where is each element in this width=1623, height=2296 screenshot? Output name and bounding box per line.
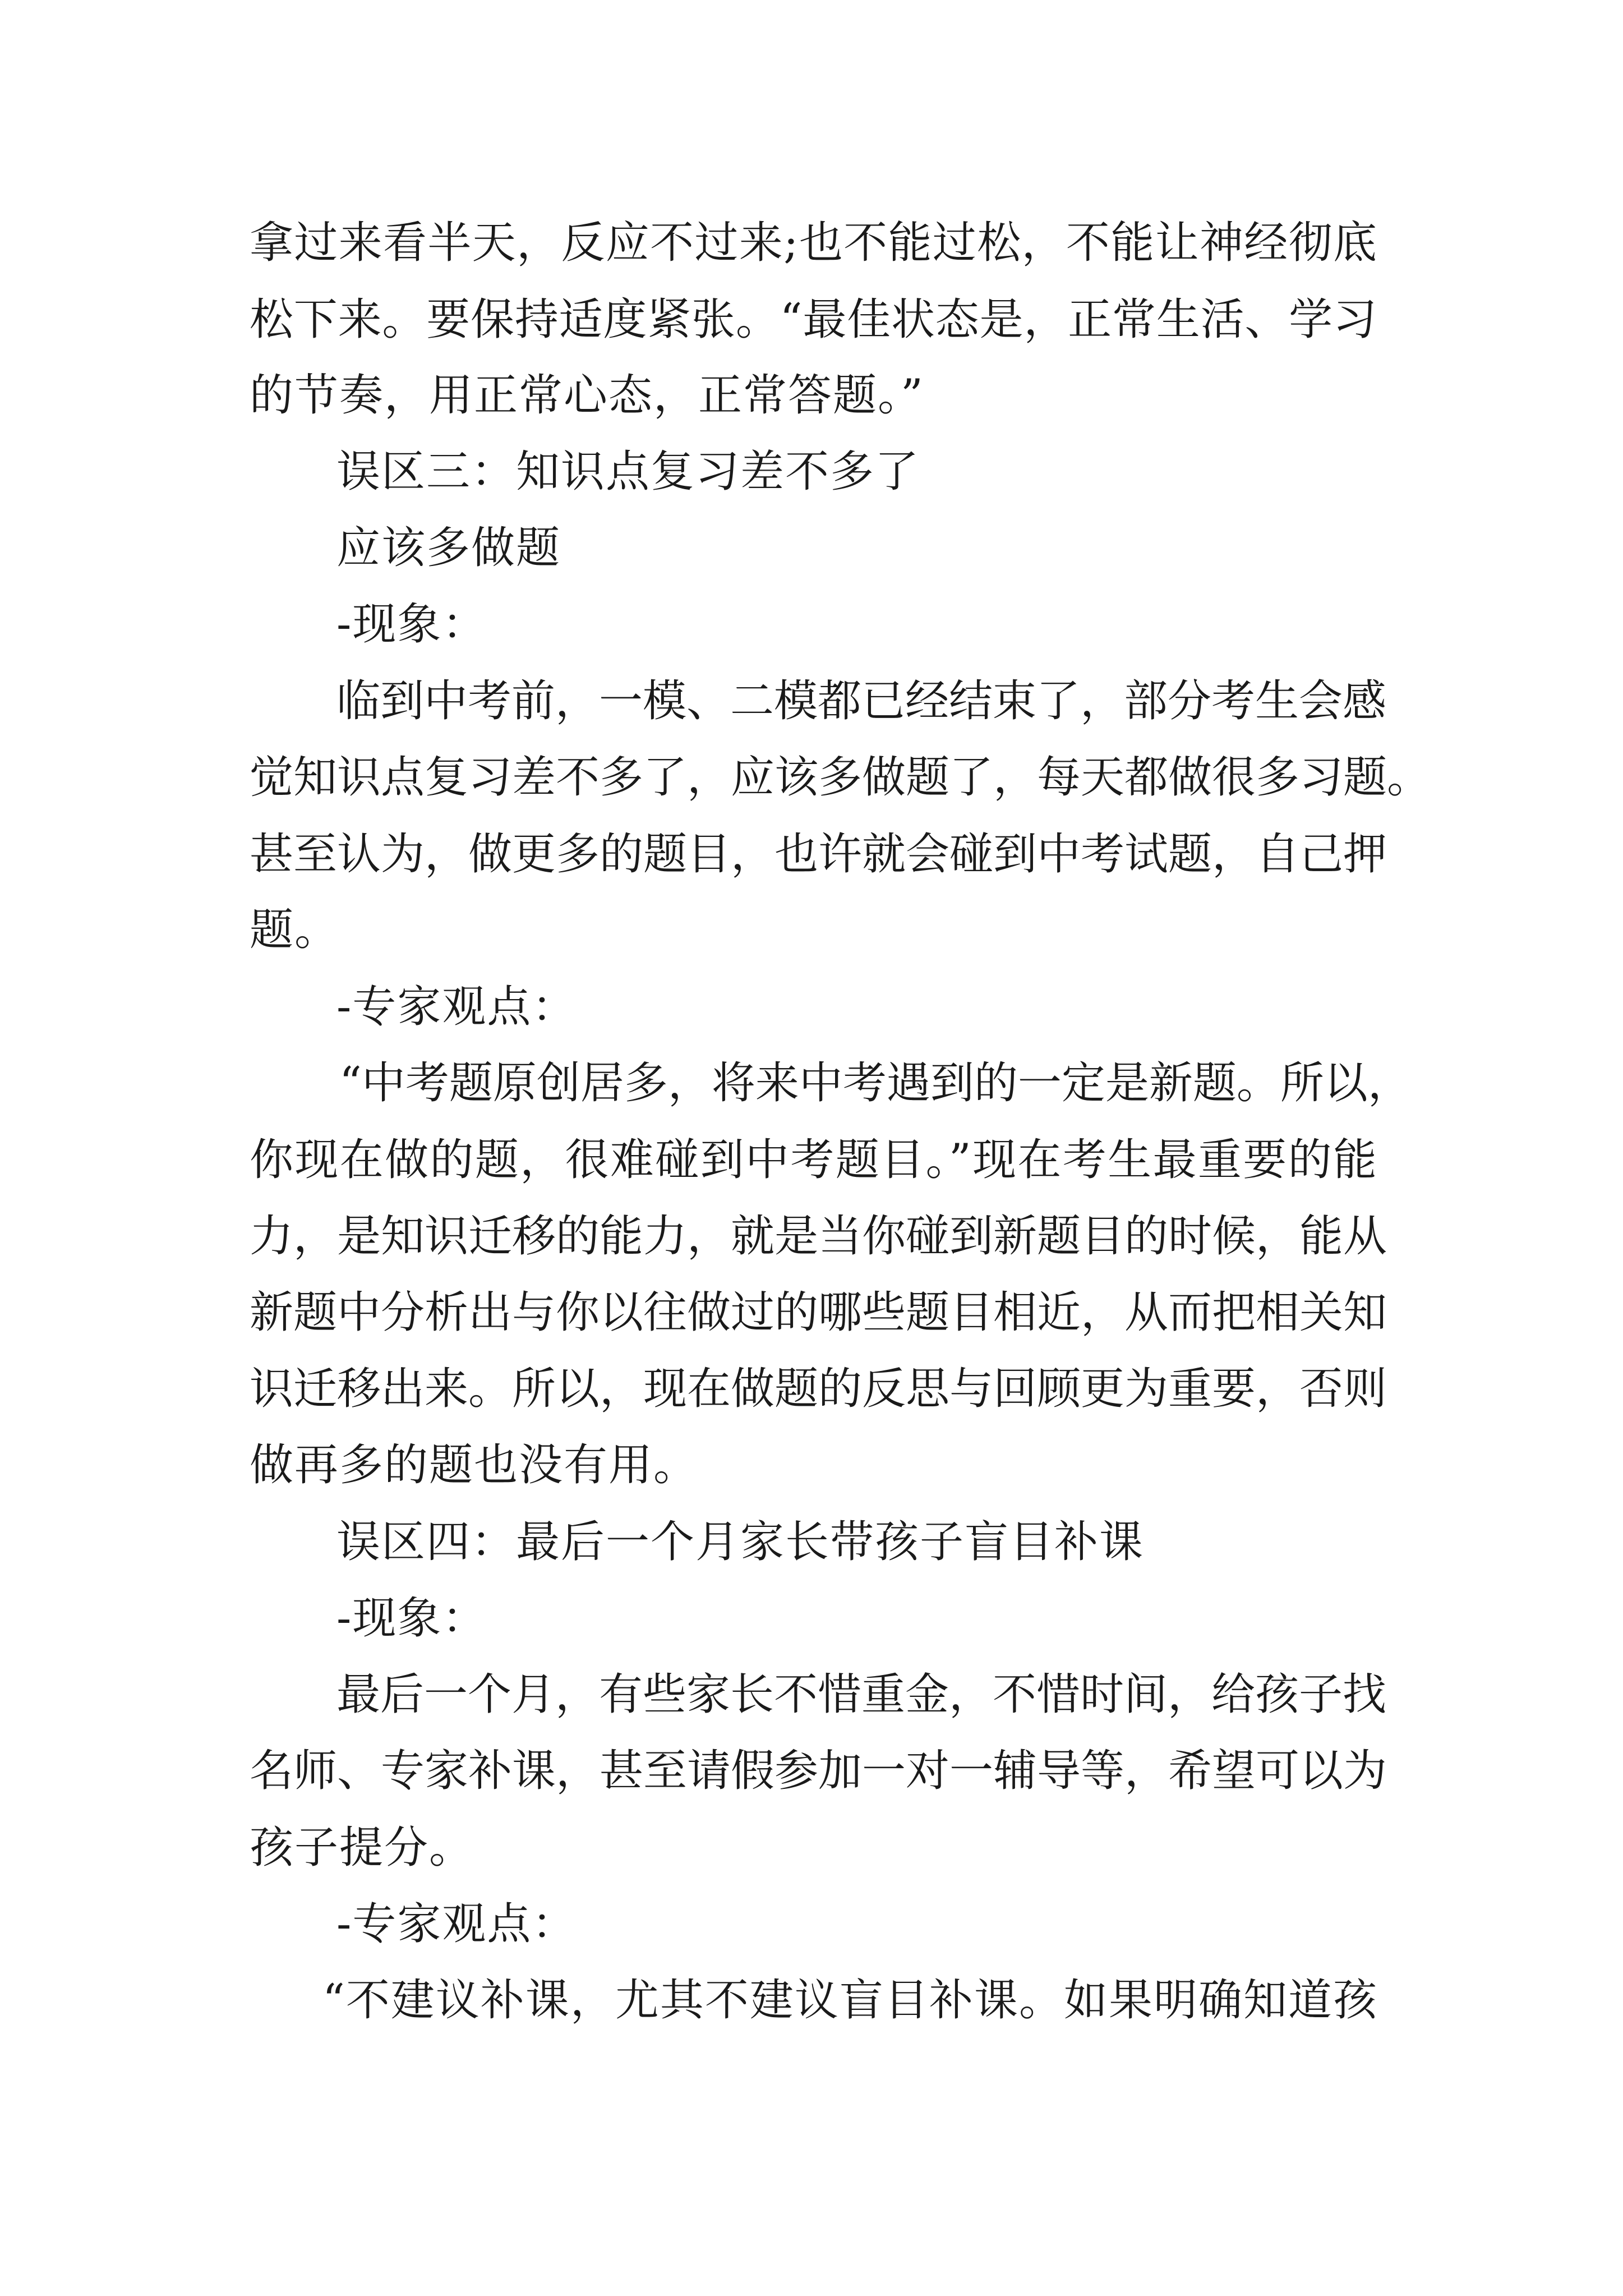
- subsection-label: -专家观点：: [336, 1899, 577, 1949]
- paragraph-line: 力，是知识迁移的能力，就是当你碰到新题目的时候，能从: [250, 1211, 1387, 1262]
- paragraph-line: 你现在做的题，很难碰到中考题目。”现在考生最重要的能: [250, 1135, 1377, 1185]
- subsection-label: -专家观点：: [336, 982, 577, 1032]
- paragraph-line: “中考题原创居多，将来中考遇到的一定是新题。所以，: [339, 1058, 1412, 1108]
- paragraph-line: “不建议补课，尤其不建议盲目补课。如果明确知道孩: [322, 1975, 1377, 2026]
- paragraph-line: 拿过来看半天，反应不过来;也不能过松，不能让神经彻底: [250, 218, 1377, 268]
- section-heading: 误区四：最后一个月家长带孩子盲目补课: [336, 1517, 1145, 1567]
- paragraph-line: 的节奏，用正常心态，正常答题。”: [250, 370, 924, 421]
- section-heading: 应该多做题: [336, 523, 561, 573]
- paragraph-line: 孩子提分。: [250, 1823, 474, 1873]
- subsection-label: -现象：: [336, 599, 487, 650]
- paragraph-line: 临到中考前，一模、二模都已经结束了，部分考生会感: [336, 676, 1387, 726]
- paragraph-line: 最后一个月，有些家长不惜重金，不惜时间，给孩子找: [336, 1669, 1387, 1720]
- paragraph-line: 甚至认为，做更多的题目，也许就会碰到中考试题，自己押: [250, 829, 1387, 880]
- paragraph-line: 名师、专家补课，甚至请假参加一对一辅导等，希望可以为: [250, 1746, 1387, 1796]
- paragraph-line: 做再多的题也没有用。: [250, 1440, 699, 1490]
- paragraph-line: 识迁移出来。所以，现在做题的反思与回顾更为重要，否则: [250, 1364, 1387, 1414]
- section-heading: 误区三：知识点复习差不多了: [336, 447, 920, 497]
- paragraph-line: 松下来。要保持适度紧张。“最佳状态是，正常生活、学习: [250, 295, 1377, 345]
- subsection-label: -现象：: [336, 1593, 487, 1644]
- paragraph-line: 新题中分析出与你以往做过的哪些题目相近，从而把相关知: [250, 1287, 1387, 1338]
- paragraph-line: 题。: [250, 905, 340, 955]
- paragraph-line: 觉知识点复习差不多了，应该多做题了，每天都做很多习题。: [250, 752, 1431, 803]
